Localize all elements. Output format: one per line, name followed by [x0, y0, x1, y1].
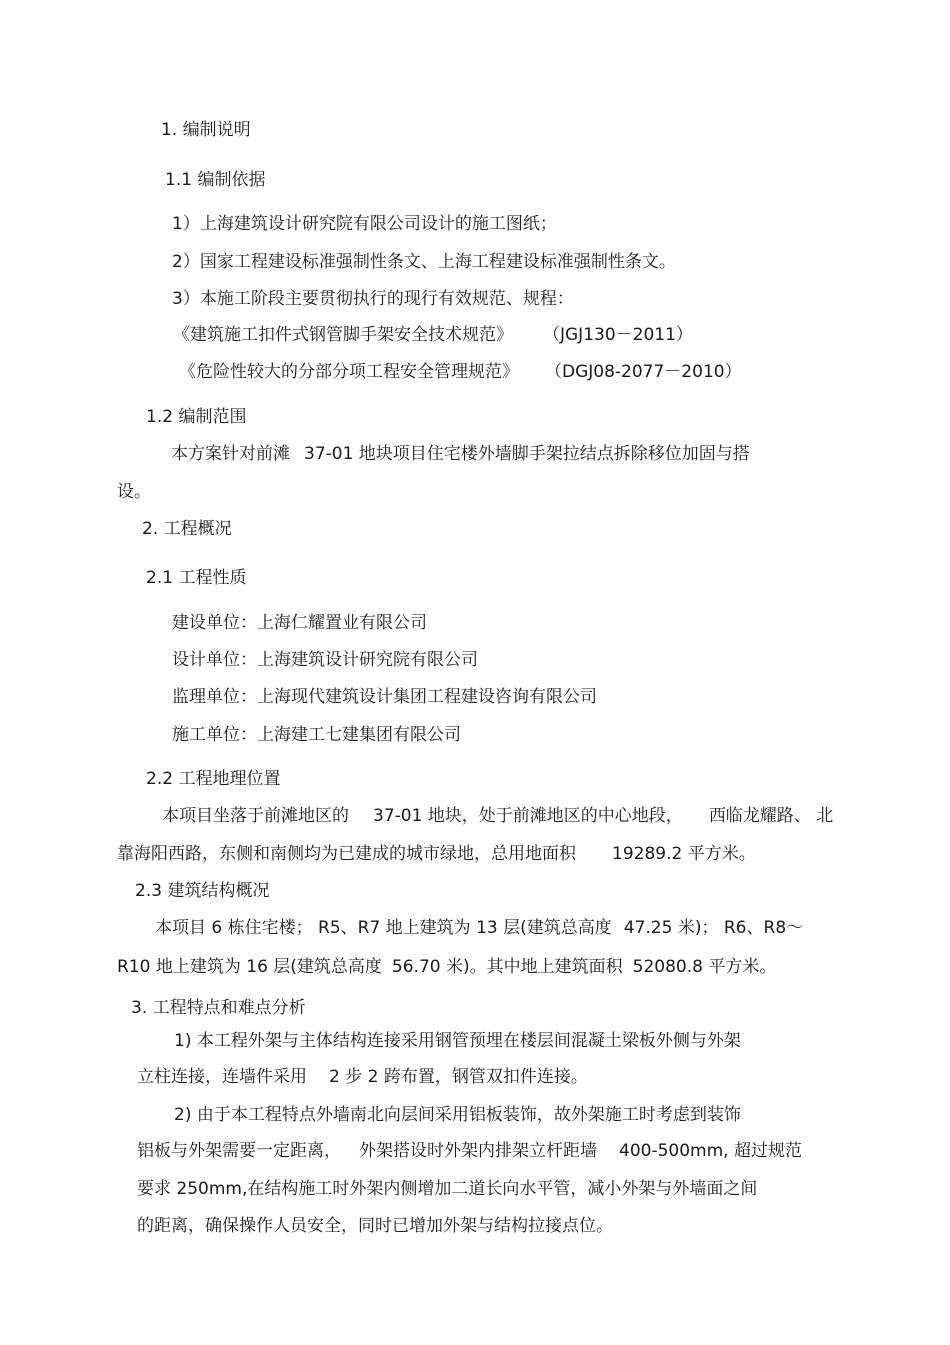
scope-text-a: 本方案针对前滩	[171, 444, 290, 464]
location-text-a: 本项目坐落于前滩地区的	[162, 806, 349, 826]
basis-item-1: 1）上海建筑设计研究院有限公司设计的施工图纸；	[172, 214, 557, 234]
structure-text-d: 56.70 米)。其中地上建筑面积	[391, 957, 623, 977]
owner-line: 建设单位：上海仁耀置业有限公司	[172, 613, 427, 633]
section-1-heading: 1. 编制说明	[161, 120, 251, 140]
location-text-b: 37-01 地块，处于前滩地区的中心地段，	[373, 806, 683, 826]
point-1-text-c: 2 步 2 跨布置，钢管双扣件连接。	[329, 1067, 588, 1087]
section-2-3-heading: 2.3 建筑结构概况	[135, 881, 270, 901]
point-2-text-d: 400-500mm, 超过规范	[619, 1141, 802, 1161]
scope-paragraph-line-1	[171, 443, 750, 465]
standard-1-code: （JGJ130－2011）	[543, 325, 693, 345]
structure-paragraph-line-1	[155, 917, 803, 939]
point-2-line-4: 的距离，确保操作人员安全，同时已增加外架与结构拉接点位。	[137, 1216, 613, 1236]
designer-line: 设计单位：上海建筑设计研究院有限公司	[172, 650, 478, 670]
scope-text-b: 37-01 地块项目住宅楼外墙脚手架拉结点拆除移位加固与搭	[304, 444, 750, 464]
section-2-2-heading: 2.2 工程地理位置	[146, 769, 281, 789]
point-1-line-2	[137, 1066, 588, 1088]
basis-item-3: 3）本施工阶段主要贯彻执行的现行有效规范、规程：	[172, 289, 574, 309]
location-text-c: 西临龙耀路、 北	[708, 806, 834, 826]
point-1-line-1: 1) 本工程外架与主体结构连接采用钢管预埋在楼层间混凝土梁板外侧与外架	[174, 1031, 741, 1051]
section-1-2-heading: 1.2 编制范围	[146, 407, 247, 427]
structure-paragraph-line-2	[117, 956, 776, 978]
section-2-heading: 2. 工程概况	[142, 519, 232, 539]
location-paragraph-line-1	[162, 805, 833, 827]
structure-text-a: 本项目 6 栋住宅楼； R5、R7 地上建筑为 13 层(建筑总高度	[155, 918, 612, 938]
point-2-text-c: 外架搭设时外架内排架立杆距墙	[359, 1141, 597, 1161]
structure-text-e: 52080.8 平方米。	[632, 957, 777, 977]
point-2-line-1: 2) 由于本工程特点外墙南北向层间采用铝板装饰，故外架施工时考虑到装饰	[174, 1105, 741, 1125]
point-1-text-b: 立柱连接，连墙件采用	[137, 1067, 307, 1087]
point-2-line-2	[137, 1140, 802, 1162]
contractor-line: 施工单位：上海建工七建集团有限公司	[172, 725, 461, 745]
basis-item-2: 2）国家工程建设标准强制性条文、上海工程建设标准强制性条文。	[172, 252, 676, 272]
structure-text-b: 47.25 米)； R6、R8～	[623, 918, 804, 938]
structure-text-c: R10 地上建筑为 16 层(建筑总高度	[117, 957, 382, 977]
standard-1	[173, 324, 693, 346]
location-text-d: 靠海阳西路，东侧和南侧均为已建成的城市绿地，总用地面积	[117, 844, 576, 864]
section-2-1-heading: 2.1 工程性质	[146, 568, 247, 588]
location-paragraph-line-2	[117, 843, 756, 865]
section-1-1-heading: 1.1 编制依据	[165, 170, 266, 190]
section-3-heading: 3. 工程特点和难点分析	[131, 998, 306, 1018]
standard-2	[179, 361, 742, 383]
standard-2-name: 《危险性较大的分部分项工程安全管理规范》	[179, 362, 519, 382]
supervisor-line: 监理单位：上海现代建筑设计集团工程建设咨询有限公司	[172, 687, 597, 707]
standard-1-name: 《建筑施工扣件式钢管脚手架安全技术规范》	[173, 325, 513, 345]
standard-2-code: （DGJ08-2077－2010）	[545, 362, 742, 382]
location-text-e: 19289.2 平方米。	[612, 844, 756, 864]
point-2-text-b: 铝板与外架需要一定距离，	[137, 1141, 341, 1161]
point-2-line-3: 要求 250mm,在结构施工时外架内侧增加二道长向水平管，减小外架与外墙面之间	[137, 1179, 758, 1199]
scope-paragraph-line-2: 设。	[117, 482, 151, 502]
